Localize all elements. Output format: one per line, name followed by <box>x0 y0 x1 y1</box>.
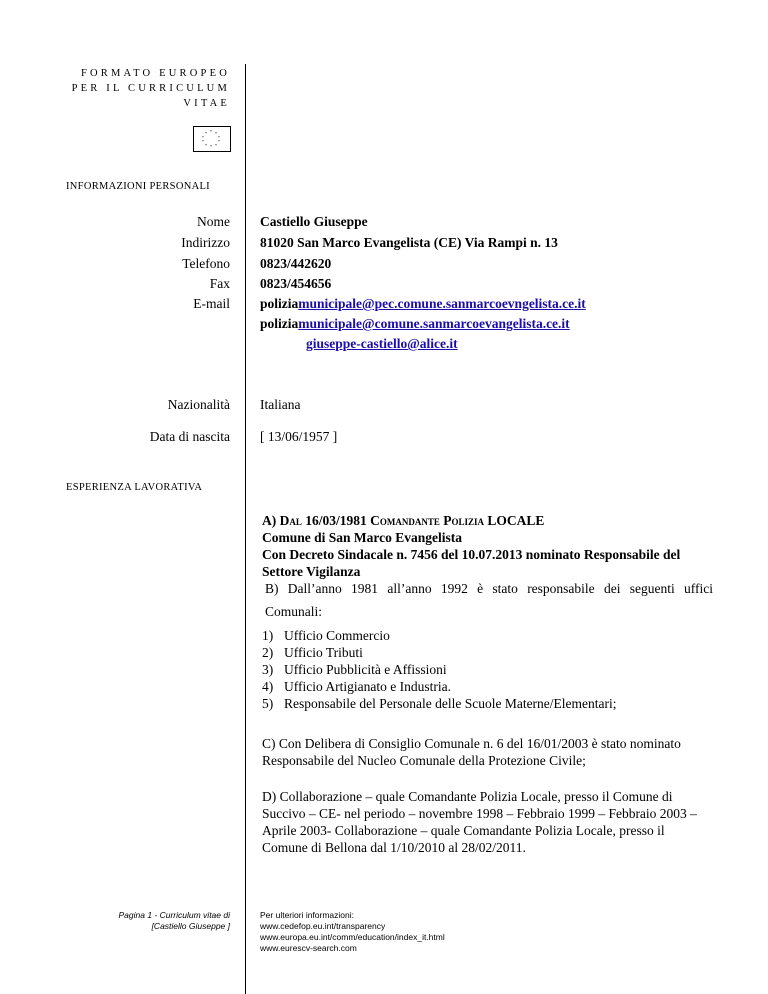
offices-list <box>262 627 617 712</box>
list-item: 3) Ufficio Pubblicità e Affissioni <box>262 662 447 677</box>
value-telefono: 0823/442620 <box>260 256 332 271</box>
list-item: 2) Ufficio Tributi <box>262 645 363 660</box>
footer-page-info <box>119 910 231 932</box>
title-line-3: VITAE <box>183 98 230 109</box>
work-c-text: C) Con Delibera di Consiglio Comunale n. 6 del 16/01/2003 è stato nominato Responsabile del Nucleo Comunale della Protezione Civile; <box>262 736 681 768</box>
email-line-1 <box>260 296 586 312</box>
footer-page-line-1: Pagina 1 - Curriculum vitae di <box>118 910 230 920</box>
label-nome: Nome <box>197 214 230 229</box>
label-indirizzo: Indirizzo <box>181 235 230 250</box>
value-nome: Castiello Giuseppe <box>260 214 368 229</box>
footer-link[interactable]: www.eurescv-search.com <box>260 943 357 953</box>
work-b-text: B) Dall’anno 1981 all’anno 1992 è stato responsabile dei seguenti uffici <box>265 581 713 596</box>
email-1-prefix: polizia <box>260 296 299 311</box>
list-item: 1) Ufficio Commercio <box>262 628 390 643</box>
work-a-decree: Con Decreto Sindacale n. 7456 del 10.07.2013 nominato Responsabile del Settore Vigilanza <box>262 547 681 579</box>
footer-info-title: Per ulteriori informazioni: <box>260 910 355 920</box>
title-line-1: FORMATO EUROPEO <box>80 68 230 79</box>
list-item: 5) Responsabile del Personale delle Scuole Materne/Elementari; <box>262 696 617 711</box>
label-email: E-mail <box>193 296 230 311</box>
value-indirizzo: 81020 San Marco Evangelista (CE) Via Rampi n. 13 <box>260 235 558 250</box>
email-line-2 <box>260 316 570 332</box>
cv-title <box>72 66 230 111</box>
work-b-text-2: Comunali: <box>265 604 322 619</box>
title-line-2: PER IL CURRICULUM <box>71 83 230 94</box>
work-a-employer: Comune di San Marco Evangelista <box>262 530 463 545</box>
footer-link[interactable]: www.cedefop.eu.int/transparency <box>260 921 386 931</box>
label-fax: Fax <box>209 276 230 291</box>
section-personal-info: INFORMAZIONI PERSONALI <box>66 181 210 192</box>
email-1-link[interactable]: municipale@pec.comune.sanmarcoevngelista.ce.it <box>298 296 586 311</box>
footer-link[interactable]: www.europa.eu.int/comm/education/index_it.html <box>260 932 445 942</box>
eu-flag-icon: * * * * * * * * * * <box>193 126 231 152</box>
work-a-heading: A) Dal 16/03/1981 Comandante Polizia LOCALE <box>262 513 545 528</box>
value-fax: 0823/454656 <box>260 276 332 291</box>
value-nazionalita: Italiana <box>260 397 301 412</box>
vertical-divider <box>245 64 246 994</box>
email-2-prefix: polizia <box>260 316 299 331</box>
list-item: 4) Ufficio Artigianato e Industria. <box>262 679 451 694</box>
label-nazionalita: Nazionalità <box>167 397 230 412</box>
footer-page-line-2: [Castiello Giuseppe ] <box>151 921 230 931</box>
email-2-link[interactable]: municipale@comune.sanmarcoevangelista.ce.it <box>298 316 570 331</box>
footer-info <box>260 910 445 954</box>
label-telefono: Telefono <box>182 256 230 271</box>
value-data-nascita: [ 13/06/1957 ] <box>260 429 338 444</box>
email-line-3 <box>306 336 458 352</box>
email-3-link[interactable]: giuseppe-castiello@alice.it <box>306 336 458 351</box>
section-work-experience: ESPERIENZA LAVORATIVA <box>66 482 203 493</box>
label-data-nascita: Data di nascita <box>149 429 230 444</box>
work-d-text: D) Collaborazione – quale Comandante Polizia Locale, presso il Comune di Succivo – CE- nel periodo – novembre 1998 – Febbraio 1999 – Febbraio 2003 – Aprile 2003- Collaborazione – quale Comandante Polizia Locale, presso il Comune di Bellona dal 1/10/2010 al 28/02/2011. <box>262 789 697 855</box>
